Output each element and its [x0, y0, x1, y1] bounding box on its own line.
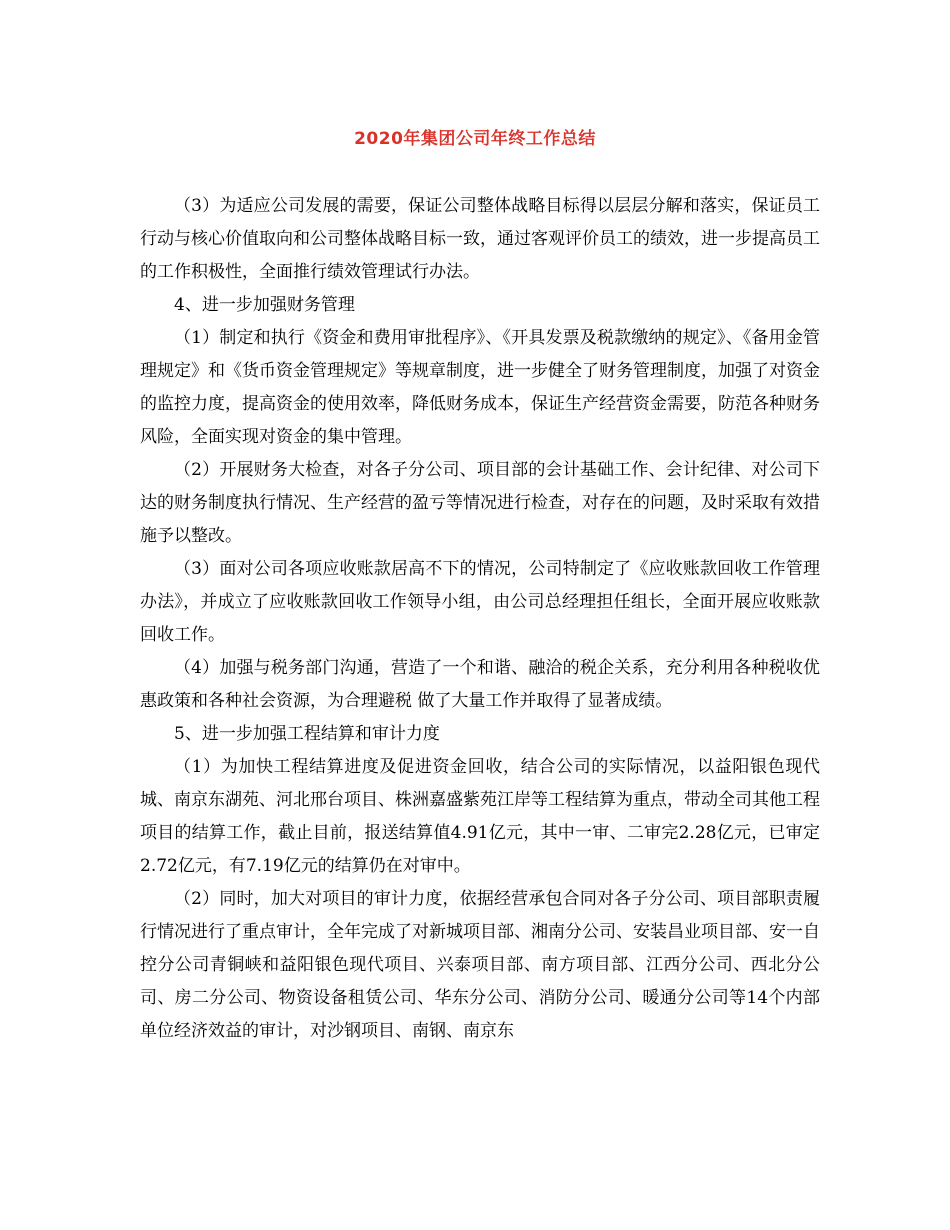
document-title: 2020年集团公司年终工作总结: [354, 129, 596, 149]
section-heading-finance: 4、进一步加强财务管理: [174, 295, 355, 315]
paragraph-finance-4: （4）加强与税务部门沟通，营造了一个和谐、融洽的税企关系，充分利用各种税收优惠政策和各种社会资源，为合理避税 做了大量工作并取得了显著成绩。: [140, 658, 820, 711]
section-heading-audit: 5、进一步加强工程结算和审计力度: [174, 724, 440, 744]
document-body: [140, 190, 820, 1048]
paragraph-finance-1: （1）制定和执行《资金和费用审批程序》、《开具发票及税款缴纳的规定》、《备用金管理规定》和《货币资金管理规定》等规章制度，进一步健全了财务管理制度，加强了对资金的监控力度，提高资金的使用效率，降低财务成本，保证生产经营资金需要，防范各种财务风险，全面实现对资金的集中管理。: [140, 328, 820, 447]
paragraph-3-performance: （3）为适应公司发展的需要，保证公司整体战略目标得以层层分解和落实，保证员工行动与核心价值取向和公司整体战略目标一致，通过客观评价员工的绩效，进一步提高员工的工作积极性，全面推行绩效管理试行办法。: [140, 196, 820, 282]
paragraph-audit-1: （1）为加快工程结算进度及促进资金回收，结合公司的实际情况，以益阳银色现代城、南京东湖苑、河北邢台项目、株洲嘉盛紫苑江岸等工程结算为重点，带动全司其他工程项目的结算工作，截止目前，报送结算值4.91亿元，其中一审、二审完2.28亿元，已审定2.72亿元，有7.19亿元的结算仍在对审中。: [140, 757, 820, 876]
paragraph-finance-3: （3）面对公司各项应收账款居高不下的情况，公司特制定了《应收账款回收工作管理办法》，并成立了应收账款回收工作领导小组，由公司总经理担任组长，全面开展应收账款回收工作。: [140, 559, 820, 645]
paragraph-finance-2: （2）开展财务大检查，对各子分公司、项目部的会计基础工作、会计纪律、对公司下达的财务制度执行情况、生产经营的盈亏等情况进行检查，对存在的问题，及时采取有效措施予以整改。: [140, 460, 820, 546]
paragraph-audit-2: （2）同时，加大对项目的审计力度，依据经营承包合同对各子分公司、项目部职责履行情况进行了重点审计，全年完成了对新城项目部、湘南分公司、安装昌业项目部、安一自控分公司青铜峡和益阳银色现代项目、兴泰项目部、南方项目部、江西分公司、西北分公司、房二分公司、物资设备租赁公司、华东分公司、消防分公司、暖通分公司等14个内部单位经济效益的审计，对沙钢项目、南钢、南京东: [140, 889, 820, 1041]
